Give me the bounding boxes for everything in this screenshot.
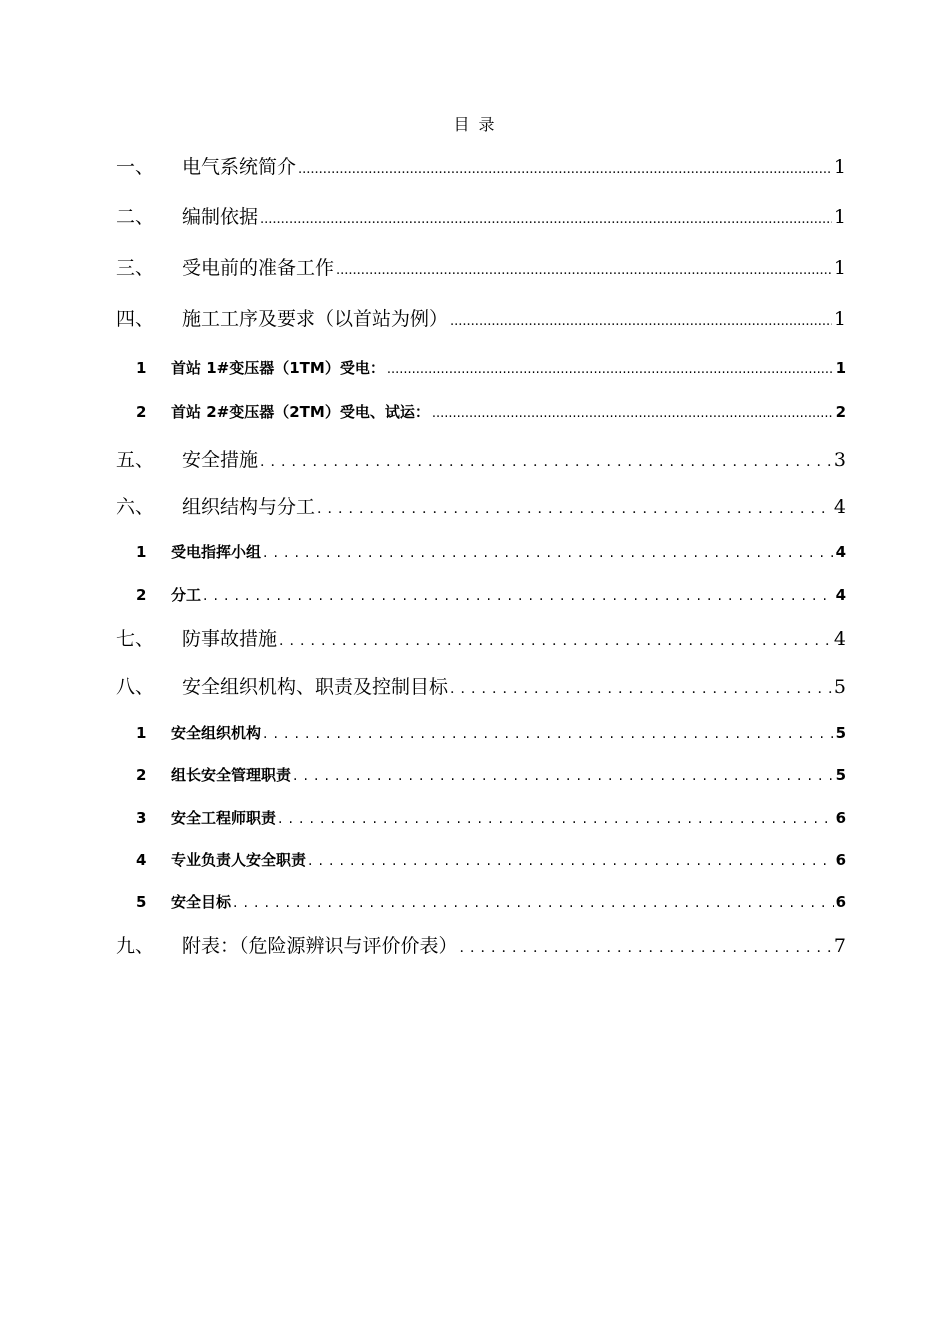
toc-entry-number: 1: [136, 724, 147, 742]
toc-leader-dots: [336, 253, 832, 286]
toc-page-number: 6: [835, 809, 846, 827]
toc-entry-label: 安全措施: [182, 449, 259, 471]
toc-entry-2[interactable]: [116, 202, 846, 232]
toc-page-number: 6: [835, 851, 846, 869]
toc-page-number: 1: [833, 156, 846, 178]
toc-entry-label: 专业负责人安全职责: [171, 851, 307, 869]
toc-entry-label: 安全组织机构、职责及控制目标: [182, 676, 449, 698]
toc-page-number: 7: [833, 935, 846, 957]
toc-page-number: 4: [835, 543, 846, 561]
toc-entry-4[interactable]: [116, 304, 846, 334]
toc-entry-8-5[interactable]: [116, 890, 846, 914]
toc-entry-6-1[interactable]: [116, 540, 846, 564]
toc-entry-number: 5: [136, 893, 147, 911]
toc-entry-number: 七、: [116, 628, 155, 650]
toc-entry-1[interactable]: [116, 152, 846, 182]
toc-entry-number: 四、: [116, 308, 155, 330]
toc-page-number: 4: [835, 586, 846, 604]
toc-entry-number: 六、: [116, 496, 155, 518]
toc-leader-dots: [317, 492, 832, 524]
toc-page-number: 2: [835, 403, 846, 421]
toc-page-number: 1: [833, 308, 846, 330]
toc-leader-dots: [260, 445, 832, 477]
toc-entry-label: 安全工程师职责: [171, 809, 277, 827]
toc-page-number: 4: [833, 628, 846, 650]
toc-page-number: 1: [833, 206, 846, 228]
toc-page-number: 5: [835, 724, 846, 742]
toc-entry-label: 受电前的准备工作: [182, 257, 335, 279]
toc-page-number: 6: [835, 893, 846, 911]
toc-entry-number: 1: [136, 543, 147, 561]
toc-leader-dots: [450, 304, 832, 337]
toc-entry-8-1[interactable]: [116, 721, 846, 745]
toc-entry-number: 2: [136, 403, 147, 421]
toc-entry-label: 防事故措施: [182, 628, 278, 650]
toc-entry-label: 附表：（危险源辨识与评价价表）: [182, 935, 458, 957]
toc-entry-label: 组织结构与分工: [182, 496, 316, 518]
toc-leader-dots: [278, 806, 834, 831]
toc-entry-number: 4: [136, 851, 147, 869]
toc-entry-9[interactable]: [116, 931, 846, 961]
toc-entry-number: 五、: [116, 449, 155, 471]
toc-leader-dots: [279, 624, 832, 656]
toc-page-number: 1: [833, 257, 846, 279]
toc-entry-6-2[interactable]: [116, 583, 846, 607]
toc-leader-dots: [263, 540, 834, 565]
toc-entry-number: 2: [136, 586, 147, 604]
toc-leader-dots: [298, 152, 832, 185]
toc-entry-label: 安全组织机构: [171, 724, 262, 742]
toc-entry-label: 首站 2#变压器（2TM）受电、试运：: [171, 403, 430, 421]
toc-entry-4-1[interactable]: [116, 356, 846, 380]
toc-entry-8[interactable]: [116, 672, 846, 702]
toc-page-number: 5: [833, 676, 846, 698]
toc-entry-number: 一、: [116, 156, 155, 178]
toc-entry-6[interactable]: [116, 492, 846, 522]
toc-entry-3[interactable]: [116, 253, 846, 283]
toc-title: 目 录: [453, 115, 497, 134]
toc-leader-dots: [203, 583, 834, 608]
toc-entry-number: 1: [136, 359, 147, 377]
toc-leader-dots: [450, 672, 832, 704]
toc-entry-number: 九、: [116, 935, 155, 957]
toc-page-number: 3: [833, 449, 846, 471]
toc-entry-number: 3: [136, 809, 147, 827]
toc-leader-dots: [387, 356, 834, 382]
toc-entry-7[interactable]: [116, 624, 846, 654]
toc-entry-5[interactable]: [116, 445, 846, 475]
toc-entry-number: 2: [136, 766, 147, 784]
toc-entry-number: 二、: [116, 206, 155, 228]
toc-entry-label: 首站 1#变压器（1TM）受电：: [171, 359, 385, 377]
toc-leader-dots: [460, 931, 832, 963]
toc-entry-label: 编制依据: [182, 206, 259, 228]
toc-leader-dots: [233, 890, 834, 915]
toc-entry-label: 电气系统简介: [182, 156, 297, 178]
toc-entry-label: 组长安全管理职责: [171, 766, 292, 784]
toc-entry-number: 八、: [116, 676, 155, 698]
toc-entry-label: 分工: [171, 586, 202, 604]
toc-leader-dots: [260, 202, 832, 235]
toc-leader-dots: [293, 763, 834, 788]
toc-page-number: 5: [835, 766, 846, 784]
toc-entry-label: 安全目标: [171, 893, 232, 911]
toc-leader-dots: [432, 400, 834, 426]
toc-entry-8-3[interactable]: [116, 806, 846, 830]
toc-entry-8-2[interactable]: [116, 763, 846, 787]
toc-page-number: 1: [835, 359, 846, 377]
toc-page-number: 4: [833, 496, 846, 518]
toc-entry-number: 三、: [116, 257, 155, 279]
toc-leader-dots: [308, 848, 834, 873]
toc-entry-label: 施工工序及要求（以首站为例）: [182, 308, 449, 330]
toc-entry-label: 受电指挥小组: [171, 543, 262, 561]
toc-entry-4-2[interactable]: [116, 400, 846, 424]
toc-leader-dots: [263, 721, 834, 746]
toc-entry-8-4[interactable]: [116, 848, 846, 872]
